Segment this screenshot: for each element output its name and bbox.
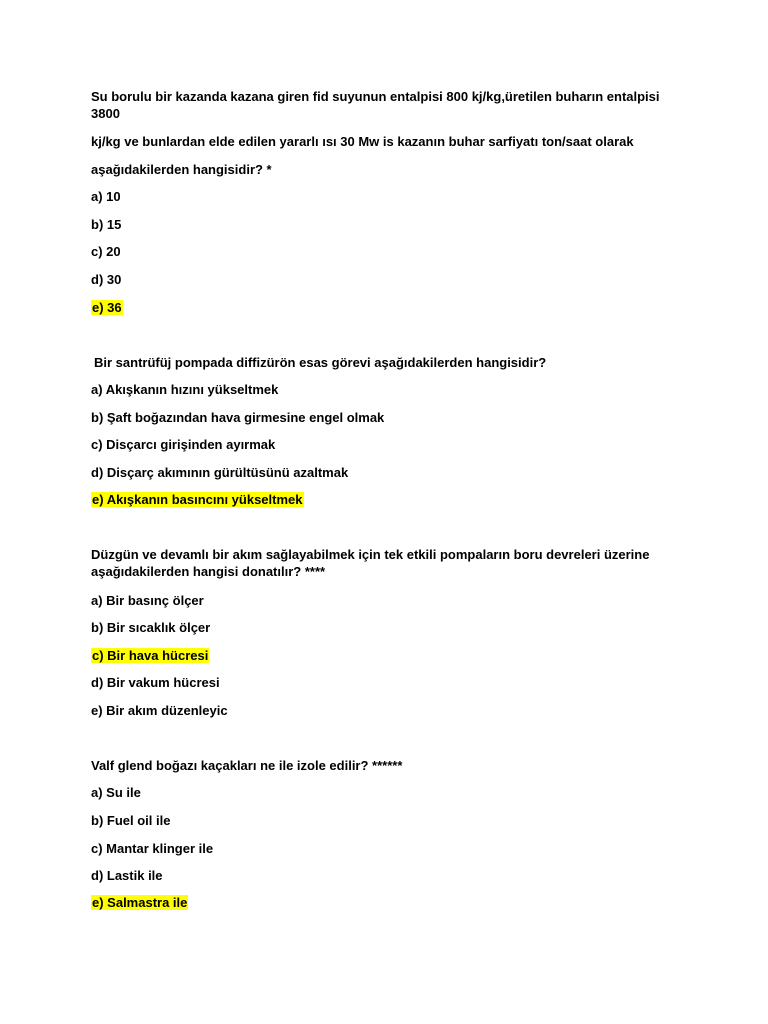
question-3-option-a: a) Bir basınç ölçer xyxy=(91,593,204,608)
question-4-option-d: d) Lastik ile xyxy=(91,868,163,883)
question-1-option-e-highlighted: e) 36 xyxy=(92,300,122,315)
question-4-option-a: a) Su ile xyxy=(91,785,141,800)
question-3-option-c-highlighted: c) Bir hava hücresi xyxy=(92,648,209,663)
question-1-option-b: b) 15 xyxy=(91,217,122,232)
question-2-option-b: b) Şaft boğazından hava girmesine engel olmak xyxy=(91,410,385,425)
question-4-line-1: Valf glend boğazı kaçakları ne ile izole edilir? ****** xyxy=(91,758,403,773)
question-3-option-b: b) Bir sıcaklık ölçer xyxy=(91,620,211,635)
question-1-line-2: kj/kg ve bunlardan elde edilen yararlı ısı 30 Mw is kazanın buhar sarfiyatı ton/saat olarak xyxy=(91,134,634,149)
question-1-line-3: aşağıdakilerden hangisidir? * xyxy=(91,162,272,177)
question-2-line-1: Bir santrüfüj pompada diffizürön esas görevi aşağıdakilerden hangisidir? xyxy=(94,355,547,370)
question-2-option-a: a) Akışkanın hızını yükseltmek xyxy=(91,382,279,397)
question-4-option-e-highlighted: e) Salmastra ile xyxy=(92,895,188,910)
question-4-option-b: b) Fuel oil ile xyxy=(91,813,171,828)
question-3-option-d: d) Bir vakum hücresi xyxy=(91,675,220,690)
question-2-option-c: c) Disçarcı girişinden ayırmak xyxy=(91,437,276,452)
question-1-option-d: d) 30 xyxy=(91,272,122,287)
question-1-line-1: Su borulu bir kazanda kazana giren fid suyunun entalpisi 800 kj/kg,üretilen buharın entalpisi 3800 xyxy=(91,89,660,121)
question-2-option-e-highlighted: e) Akışkanın basıncını yükseltmek xyxy=(92,492,303,507)
question-1-option-c: c) 20 xyxy=(91,244,121,259)
question-4-option-c: c) Mantar klinger ile xyxy=(91,841,214,856)
question-2-option-d: d) Disçarç akımının gürültüsünü azaltmak xyxy=(91,465,349,480)
question-3-option-e: e) Bir akım düzenleyic xyxy=(91,703,228,718)
question-1-option-a: a) 10 xyxy=(91,189,121,204)
question-3-line-1: Düzgün ve devamlı bir akım sağlayabilmek için tek etkili pompaların boru devreleri üzerine aşağıdakilerden hangisi donatılır? **** xyxy=(91,547,650,579)
